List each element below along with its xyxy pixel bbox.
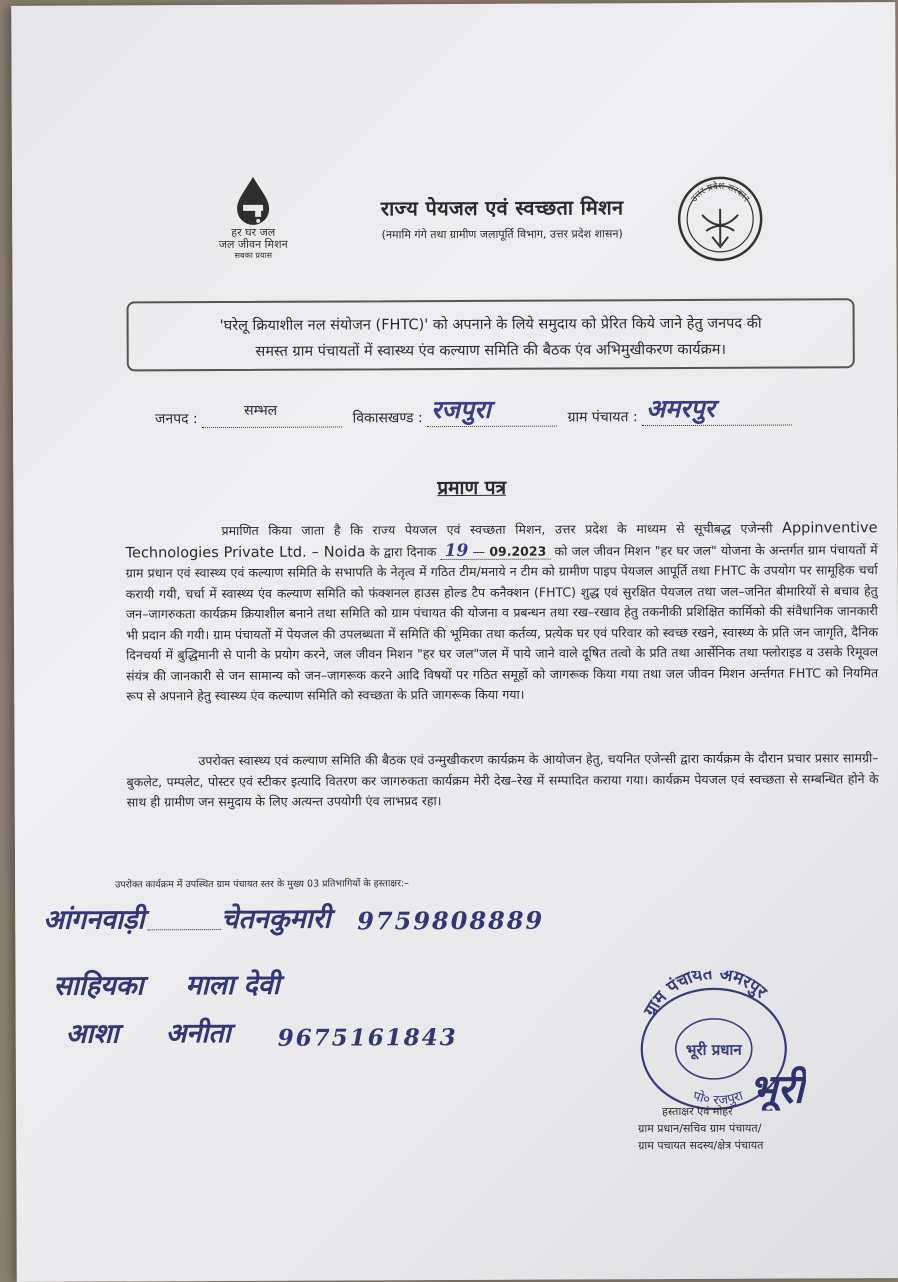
logo-text-line2: जल जीवन मिशन bbox=[208, 239, 298, 251]
programme-box bbox=[127, 298, 855, 371]
signature-row1-phone: 9759808889 bbox=[357, 906, 544, 936]
signatory-line2: ग्राम प्रधान/सचिव ग्राम पंचायत/ bbox=[638, 1119, 888, 1137]
certificate-sheet bbox=[11, 2, 898, 1282]
vikaskhand-value: रजपुरा bbox=[431, 392, 491, 426]
signatory-line3: ग्राम पचायत सदस्य/क्षेत्र पंचायत bbox=[638, 1136, 888, 1154]
letterhead bbox=[312, 193, 692, 243]
p1-text-b: के द्वारा दिनाक bbox=[366, 544, 441, 559]
gram-panchayat-label: ग्राम पंचायत : bbox=[568, 407, 638, 426]
certificate-paragraph-2: उपरोक्त स्वास्थ्य एवं कल्याण समिति की बैठक एवं उन्मुखीकरण कार्यक्रम के आयोजन हेतु, चयनित एजेन्सी द्वारा कार्यक्रम के दौरान प्रचार प्रसार सामग्री–बुकलेट, पम्पलेट, पोस्टर एवं स्टीकर इत्यादि वितरण कर जागरुकता कार्यक्रम मेरी देख–रेख में सम्पादित कराया गया। कार्यक्रम पेयजल एवं स्वच्छता से सम्बन्धित होने के साथ ही ग्रामीण जन समुदाय के लिए अत्यन्त उपयोगी एंव लाभप्रद रहा। bbox=[126, 748, 878, 813]
signature-intro: उपरोक्त कार्यक्रम में उपस्थित ग्राम पंचायत स्तर के मुख्य 03 प्रतिभागियों के हस्ताक्षर:– bbox=[115, 877, 555, 892]
vikaskhand-field bbox=[427, 406, 557, 428]
stamp-ring-text: ग्राम पंचायत अमरपुर bbox=[639, 970, 771, 1020]
up-government-seal bbox=[676, 175, 764, 267]
seal-text: उत्तर प्रदेश सरकार bbox=[689, 180, 751, 205]
location-row bbox=[155, 404, 855, 428]
signature-row2-role: साहियका bbox=[53, 965, 143, 1002]
signature-row3-role: आशा bbox=[66, 1013, 119, 1050]
signature-row1-dots bbox=[147, 929, 221, 930]
signature-row2-name: माला देवी bbox=[185, 965, 279, 1002]
pradhan-signature: भूरी bbox=[749, 1065, 806, 1111]
date-day: 19 bbox=[445, 540, 469, 560]
gram-panchayat-field bbox=[642, 405, 792, 427]
date-field: 19 — 09.2023 bbox=[441, 543, 551, 559]
water-drop-icon bbox=[231, 175, 275, 227]
janpad-value: सम्भल bbox=[244, 401, 277, 420]
gram-panchayat-value: अमरपुर bbox=[646, 391, 715, 425]
agency-name: Appinventive Technologies Private Ltd. – Noida bbox=[126, 520, 878, 561]
signature-row3-phone: 9675161843 bbox=[278, 1024, 458, 1052]
logo-text-line3: सबका प्रयास bbox=[208, 251, 298, 260]
signature-row3-name: अनीता bbox=[166, 1013, 231, 1050]
signatory-line1: हस्ताक्षर एवं मोहर bbox=[638, 1102, 888, 1120]
janpad-field bbox=[202, 406, 342, 428]
programme-line2: समस्त ग्राम पंचायतों में स्वास्थ्य एंव कल्याण समिति की बैठक एंव अभिमुखीकरण कार्यक्रम। bbox=[141, 336, 841, 365]
janpad-label: जनपद : bbox=[155, 409, 198, 428]
programme-line1: 'घरेलू क्रियाशील नल संयोजन (FHTC)' को अपनाने के लिये समुदाय को प्रेरित किये जाने हेतु जनपद की bbox=[141, 310, 841, 339]
signatory-block bbox=[638, 1102, 888, 1154]
mission-subtitle: (नमामि गंगे तथा ग्रामीण जलापूर्ति विभाग, उत्तर प्रदेश शासन) bbox=[312, 226, 692, 243]
signature-row1-role: आंगनवाड़ी bbox=[43, 899, 144, 936]
logo-text-line1: हर घर जल bbox=[208, 227, 298, 239]
gram-panchayat-stamp bbox=[625, 970, 806, 1115]
signature-row1-name: चेतनकुमारी bbox=[221, 899, 331, 936]
certificate-paragraph-1 bbox=[125, 518, 878, 707]
svg-text:ग्राम पंचायत अमरपुर bbox=[639, 970, 771, 1020]
vikaskhand-label: विकासखण्ड : bbox=[353, 408, 423, 427]
certificate-title: प्रमाण पत्र bbox=[437, 474, 506, 500]
mission-title: राज्य पेयजल एवं स्वच्छता मिशन bbox=[312, 193, 692, 222]
p1-text-a: प्रमाणित किया जाता है कि राज्य पेयजल एवं स्वच्छता मिशन, उत्तर प्रदेश के माध्यम से सूचीबद्ध एजेन्सी bbox=[221, 521, 782, 538]
stamp-ring-bottom: पो० रजपुरा bbox=[691, 1088, 746, 1109]
p1-text-c: को जल जीवन मिशन "हर घर जल" योजना के अन्तर्गत ग्राम पंचायतों में ग्राम प्रधान एवं स्वास्थ्य एवं कल्याण समिति के सभापति के नेतृत्व में गठित टीम/मनाये न टीम को ग्रामीण पाइप पेयजल आपूर्ति तथा FHTC के उपयोग पर सामूहिक चर्चा करायी गयी, चर्चा में स्वास्थ्य एंव कल्याण समिति को फंक्शनल हाउस होल्ड टैप कनैक्शन (FHTC) शुद्ध एवं सुरक्षित पेयजल तथा जल–जनित बीमारियों से बचाव हेतु जन–जागरुकता कार्यक्रम क्रियाशील बनाने तथा समिति को ग्राम पंचायत की योजना व प्रबन्धन तथा रख–रखाव हेतु तकनीकी प्रशिक्षित कार्मिको की संवैधानिक जानकारी भी प्रदान की गयी। ग्राम पंचायतों में पेयजल की उपलब्धता में समिति की भूमिका तथा कर्तव्य, प्रत्येक घर एवं परिवार को स्वच्छ रखने, स्वास्थ्य के प्रति जन जागृति, दैनिक दिनचर्या में बुद्धिमानी से पानी के प्रयोग करने, जल जीवन मिशन "हर घर जल"जल में पाये जाने वाले दूषित तत्वो के प्रति तथा आर्सेनिक तथा फ्लोराइड व उसके रिमूवल संयंत्र की जानकारी से जन सामान्य को जन–जागरूक करने आदि विषयों पर गठित समूहों को जागरूक किया गया तथा जल जीवन मिशन अर्न्तगत FHTC को नियमित रूप से अपनाने हेतु स्वास्थ्य एंव कल्याण समिति को स्वच्छता के प्रति जागरूक किया गया। bbox=[126, 542, 879, 704]
stamp-center-text: भूरी प्रधान bbox=[686, 1041, 743, 1060]
date-month-year: 09.2023 bbox=[489, 543, 546, 558]
har-ghar-jal-logo bbox=[208, 175, 298, 260]
